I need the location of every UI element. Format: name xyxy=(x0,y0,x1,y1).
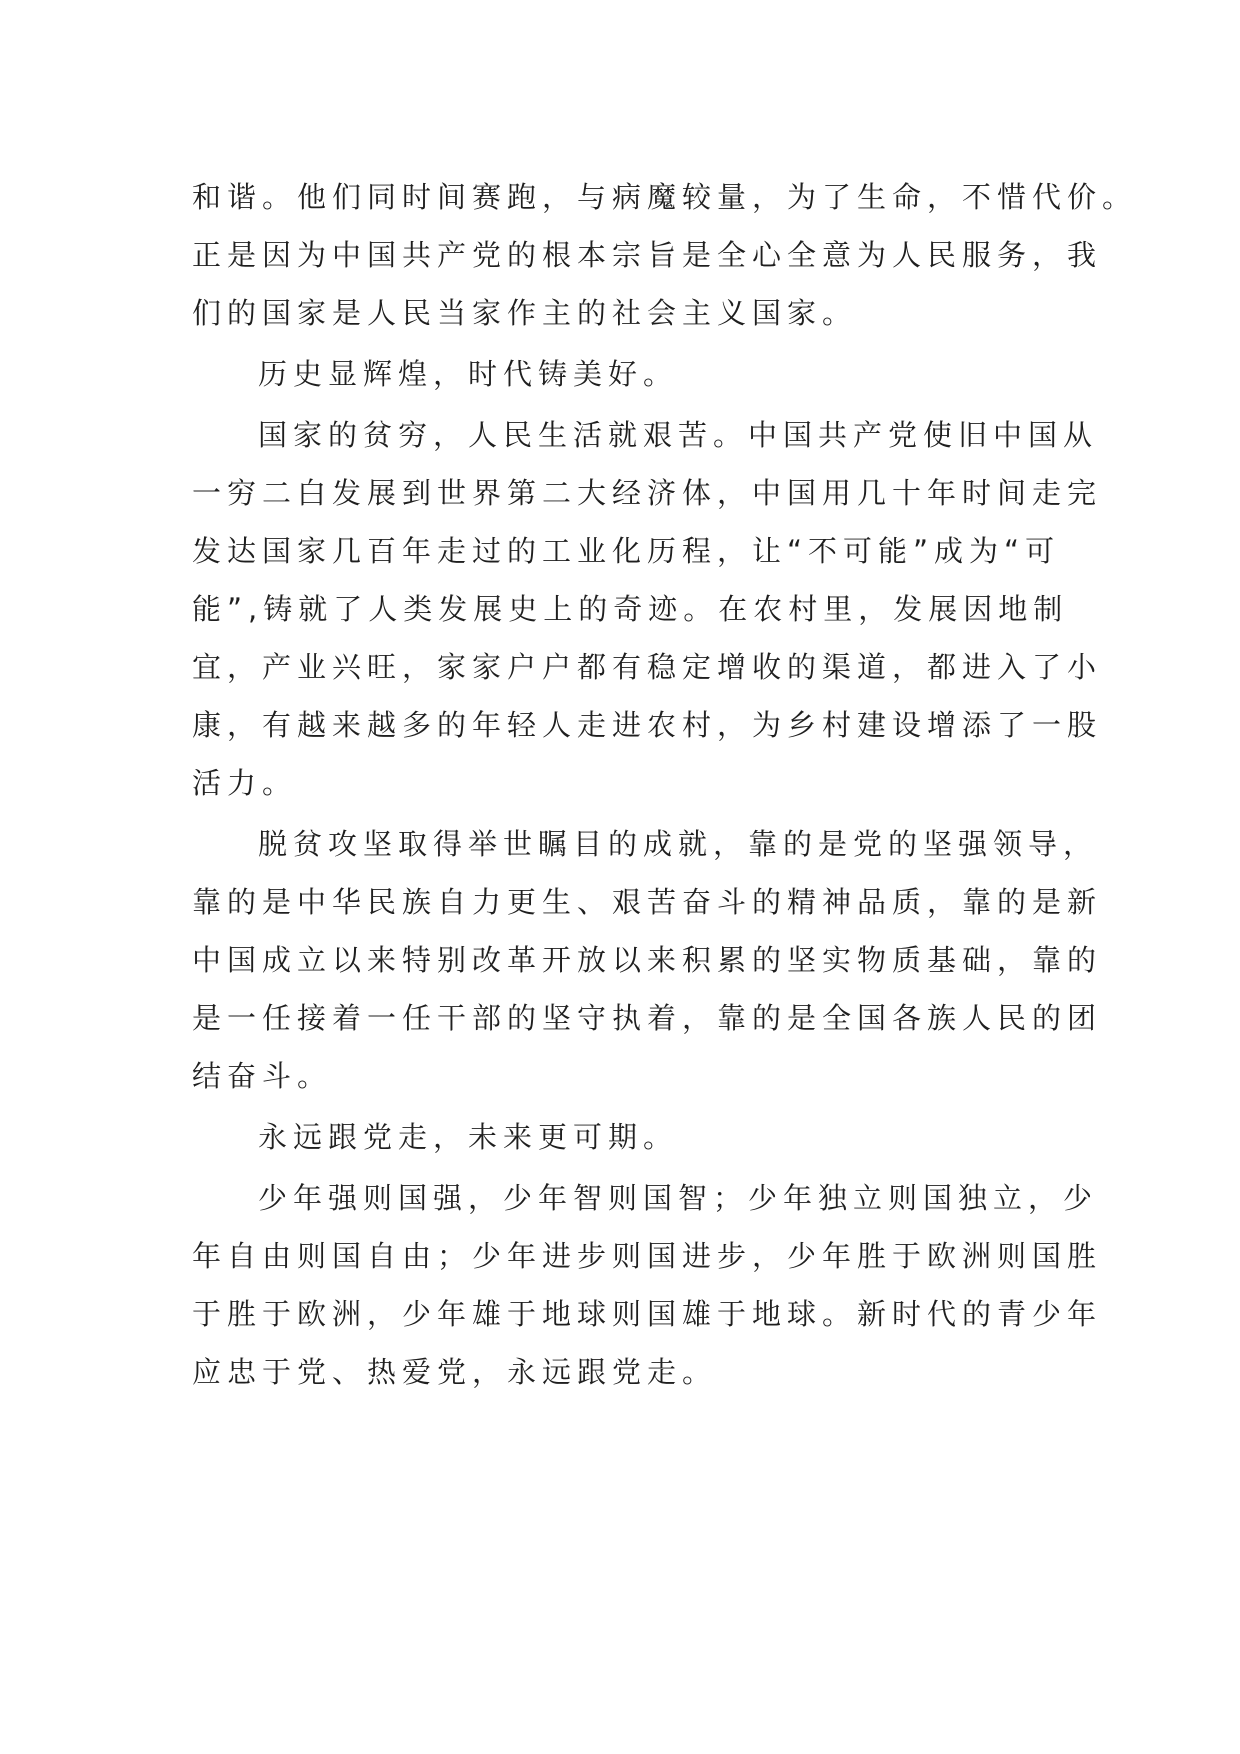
paragraph-line: 年自由则国自由；少年进步则国进步，少年胜于欧洲则国胜 xyxy=(192,1239,1103,1273)
paragraph-line: 脱贫攻坚取得举世瞩目的成就，靠的是党的坚强领导， xyxy=(258,827,1099,861)
paragraph-line: 活力。 xyxy=(192,766,298,800)
section-heading-line: 永远跟党走，未来更可期。 xyxy=(258,1120,679,1154)
paragraph-line: 康，有越来越多的年轻人走进农村，为乡村建设增添了一股 xyxy=(192,708,1103,742)
paragraph-line: 一穷二白发展到世界第二大经济体，中国用几十年时间走完 xyxy=(192,476,1103,510)
section-heading-line: 历史显辉煌，时代铸美好。 xyxy=(258,357,679,391)
paragraph-line: 国家的贫穷，人民生活就艰苦。中国共产党使旧中国从 xyxy=(258,418,1099,452)
paragraph-line: 于胜于欧洲，少年雄于地球则国雄于地球。新时代的青少年 xyxy=(192,1297,1103,1331)
paragraph-line: 少年强则国强，少年智则国智；少年独立则国独立，少 xyxy=(258,1181,1099,1215)
paragraph-5 xyxy=(192,1108,1052,1166)
paragraph-4 xyxy=(192,815,1103,1105)
paragraph-1 xyxy=(192,168,1138,342)
paragraph-2 xyxy=(192,345,1052,403)
paragraph-line: 和谐。他们同时间赛跑，与病魔较量，为了生命，不惜代价。 xyxy=(192,180,1138,214)
paragraph-line: 中国成立以来特别改革开放以来积累的坚实物质基础，靠的 xyxy=(192,943,1103,977)
paragraph-line: 能”,铸就了人类发展史上的奇迹。在农村里，发展因地制 xyxy=(192,592,1069,626)
paragraph-3 xyxy=(192,406,1103,812)
paragraph-6 xyxy=(192,1169,1103,1401)
paragraph-line: 们的国家是人民当家作主的社会主义国家。 xyxy=(192,296,858,330)
document-body xyxy=(192,168,1138,1401)
paragraph-line: 应忠于党、热爱党，永远跟党走。 xyxy=(192,1355,718,1389)
paragraph-line: 靠的是中华民族自力更生、艰苦奋斗的精神品质，靠的是新 xyxy=(192,885,1103,919)
paragraph-line: 发达国家几百年走过的工业化历程，让“不可能”成为“可 xyxy=(192,534,1061,568)
paragraph-line: 正是因为中国共产党的根本宗旨是全心全意为人民服务，我 xyxy=(192,238,1103,272)
paragraph-line: 是一任接着一任干部的坚守执着，靠的是全国各族人民的团 xyxy=(192,1001,1103,1035)
paragraph-line: 结奋斗。 xyxy=(192,1059,333,1093)
paragraph-line: 宜，产业兴旺，家家户户都有稳定增收的渠道，都进入了小 xyxy=(192,650,1103,684)
